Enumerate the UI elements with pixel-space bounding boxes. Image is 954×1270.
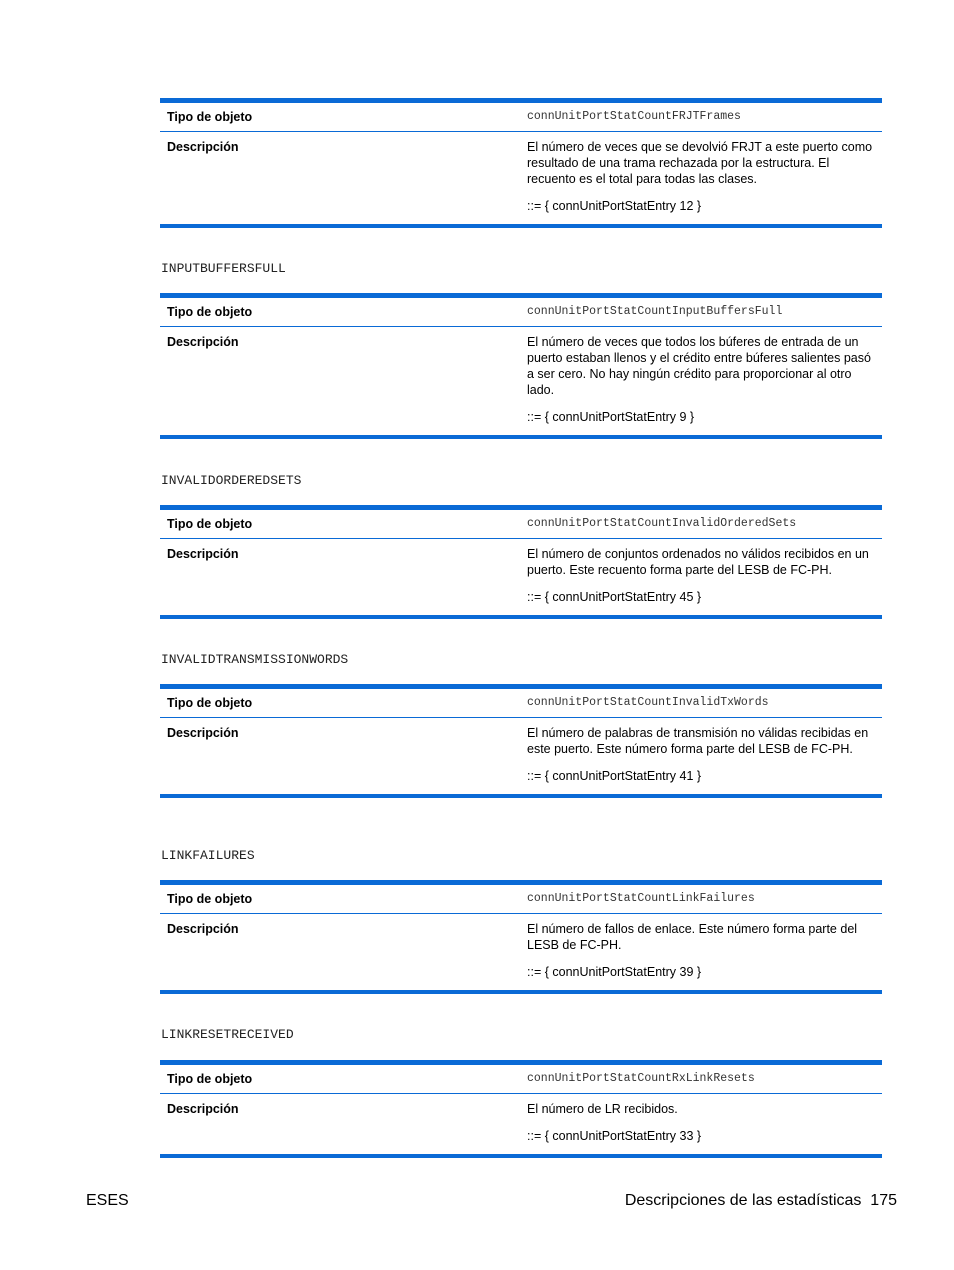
object-type-value: connUnitPortStatCountInvalidTxWords bbox=[527, 696, 769, 709]
description-label: Descripción bbox=[167, 1102, 239, 1116]
description-row bbox=[160, 539, 882, 615]
mib-object-table bbox=[160, 505, 882, 619]
object-type-value: connUnitPortStatCountLinkFailures bbox=[527, 892, 755, 905]
footer-right bbox=[625, 1192, 897, 1210]
mib-object-table bbox=[160, 98, 882, 228]
object-type-row bbox=[160, 689, 882, 718]
object-type-row bbox=[160, 510, 882, 539]
description-row bbox=[160, 327, 882, 435]
entry-text: ::= { connUnitPortStatEntry 41 } bbox=[527, 769, 702, 783]
description-row bbox=[160, 914, 882, 990]
object-type-label: Tipo de objeto bbox=[167, 110, 253, 124]
object-type-label: Tipo de objeto bbox=[167, 305, 253, 319]
object-type-row bbox=[160, 885, 882, 914]
description-row bbox=[160, 1094, 882, 1154]
entry-text: ::= { connUnitPortStatEntry 39 } bbox=[527, 965, 702, 979]
description-row bbox=[160, 718, 882, 794]
mib-object-table bbox=[160, 1060, 882, 1158]
object-type-label: Tipo de objeto bbox=[167, 1072, 253, 1086]
section-heading: INPUTBUFFERSFULL bbox=[161, 261, 286, 276]
description-cell bbox=[521, 718, 882, 794]
description-label: Descripción bbox=[167, 726, 239, 740]
object-type-label: Tipo de objeto bbox=[167, 696, 253, 710]
footer-title: Descripciones de las estadísticas bbox=[624, 1192, 862, 1209]
section-heading: INVALIDORDEREDSETS bbox=[161, 473, 302, 488]
object-type-label: Tipo de objeto bbox=[167, 517, 253, 531]
description-text: El número de veces que todos los búferes de entrada de un puerto estaban llenos y el crédito entre búferes salientes pasó a ser cero. No hay ningún crédito para proporcionar al otro lado. bbox=[527, 335, 871, 397]
description-text: El número de fallos de enlace. Este número forma parte del LESB de FC-PH. bbox=[527, 922, 858, 952]
object-type-value: connUnitPortStatCountRxLinkResets bbox=[527, 1072, 755, 1085]
description-label: Descripción bbox=[167, 335, 239, 349]
page-number: 175 bbox=[870, 1192, 897, 1209]
mib-object-table bbox=[160, 880, 882, 994]
object-type-row bbox=[160, 103, 882, 132]
object-type-row bbox=[160, 1065, 882, 1094]
object-type-value: connUnitPortStatCountInvalidOrderedSets bbox=[527, 517, 797, 530]
entry-text: ::= { connUnitPortStatEntry 9 } bbox=[527, 410, 695, 424]
description-cell bbox=[521, 327, 882, 435]
description-label: Descripción bbox=[167, 140, 239, 154]
object-type-label: Tipo de objeto bbox=[167, 892, 253, 906]
description-text: El número de veces que se devolvió FRJT a este puerto como resultado de una trama rechazada por la estructura. El recuento es el total para todas las clases. bbox=[527, 140, 873, 186]
footer-locale: ESES bbox=[86, 1192, 129, 1209]
object-type-value: connUnitPortStatCountInputBuffersFull bbox=[527, 305, 783, 318]
description-cell bbox=[521, 132, 882, 224]
description-row bbox=[160, 132, 882, 224]
description-cell bbox=[521, 1094, 882, 1154]
mib-object-table bbox=[160, 684, 882, 798]
section-heading: LINKRESETRECEIVED bbox=[161, 1027, 294, 1042]
entry-text: ::= { connUnitPortStatEntry 33 } bbox=[527, 1129, 702, 1143]
object-type-value: connUnitPortStatCountFRJTFrames bbox=[527, 110, 741, 123]
section-heading: INVALIDTRANSMISSIONWORDS bbox=[161, 652, 349, 667]
mib-object-table bbox=[160, 293, 882, 439]
entry-text: ::= { connUnitPortStatEntry 45 } bbox=[527, 590, 702, 604]
description-cell bbox=[521, 539, 882, 615]
description-cell bbox=[521, 914, 882, 990]
description-text: El número de conjuntos ordenados no válidos recibidos en un puerto. Este recuento forma parte del LESB de FC-PH. bbox=[527, 547, 869, 577]
object-type-row bbox=[160, 298, 882, 327]
section-heading: LINKFAILURES bbox=[161, 848, 255, 863]
description-label: Descripción bbox=[167, 922, 239, 936]
entry-text: ::= { connUnitPortStatEntry 12 } bbox=[527, 199, 702, 213]
description-text: El número de LR recibidos. bbox=[527, 1102, 678, 1116]
description-label: Descripción bbox=[167, 547, 239, 561]
description-text: El número de palabras de transmisión no válidas recibidas en este puerto. Este número forma parte del LESB de FC-PH. bbox=[527, 726, 869, 756]
